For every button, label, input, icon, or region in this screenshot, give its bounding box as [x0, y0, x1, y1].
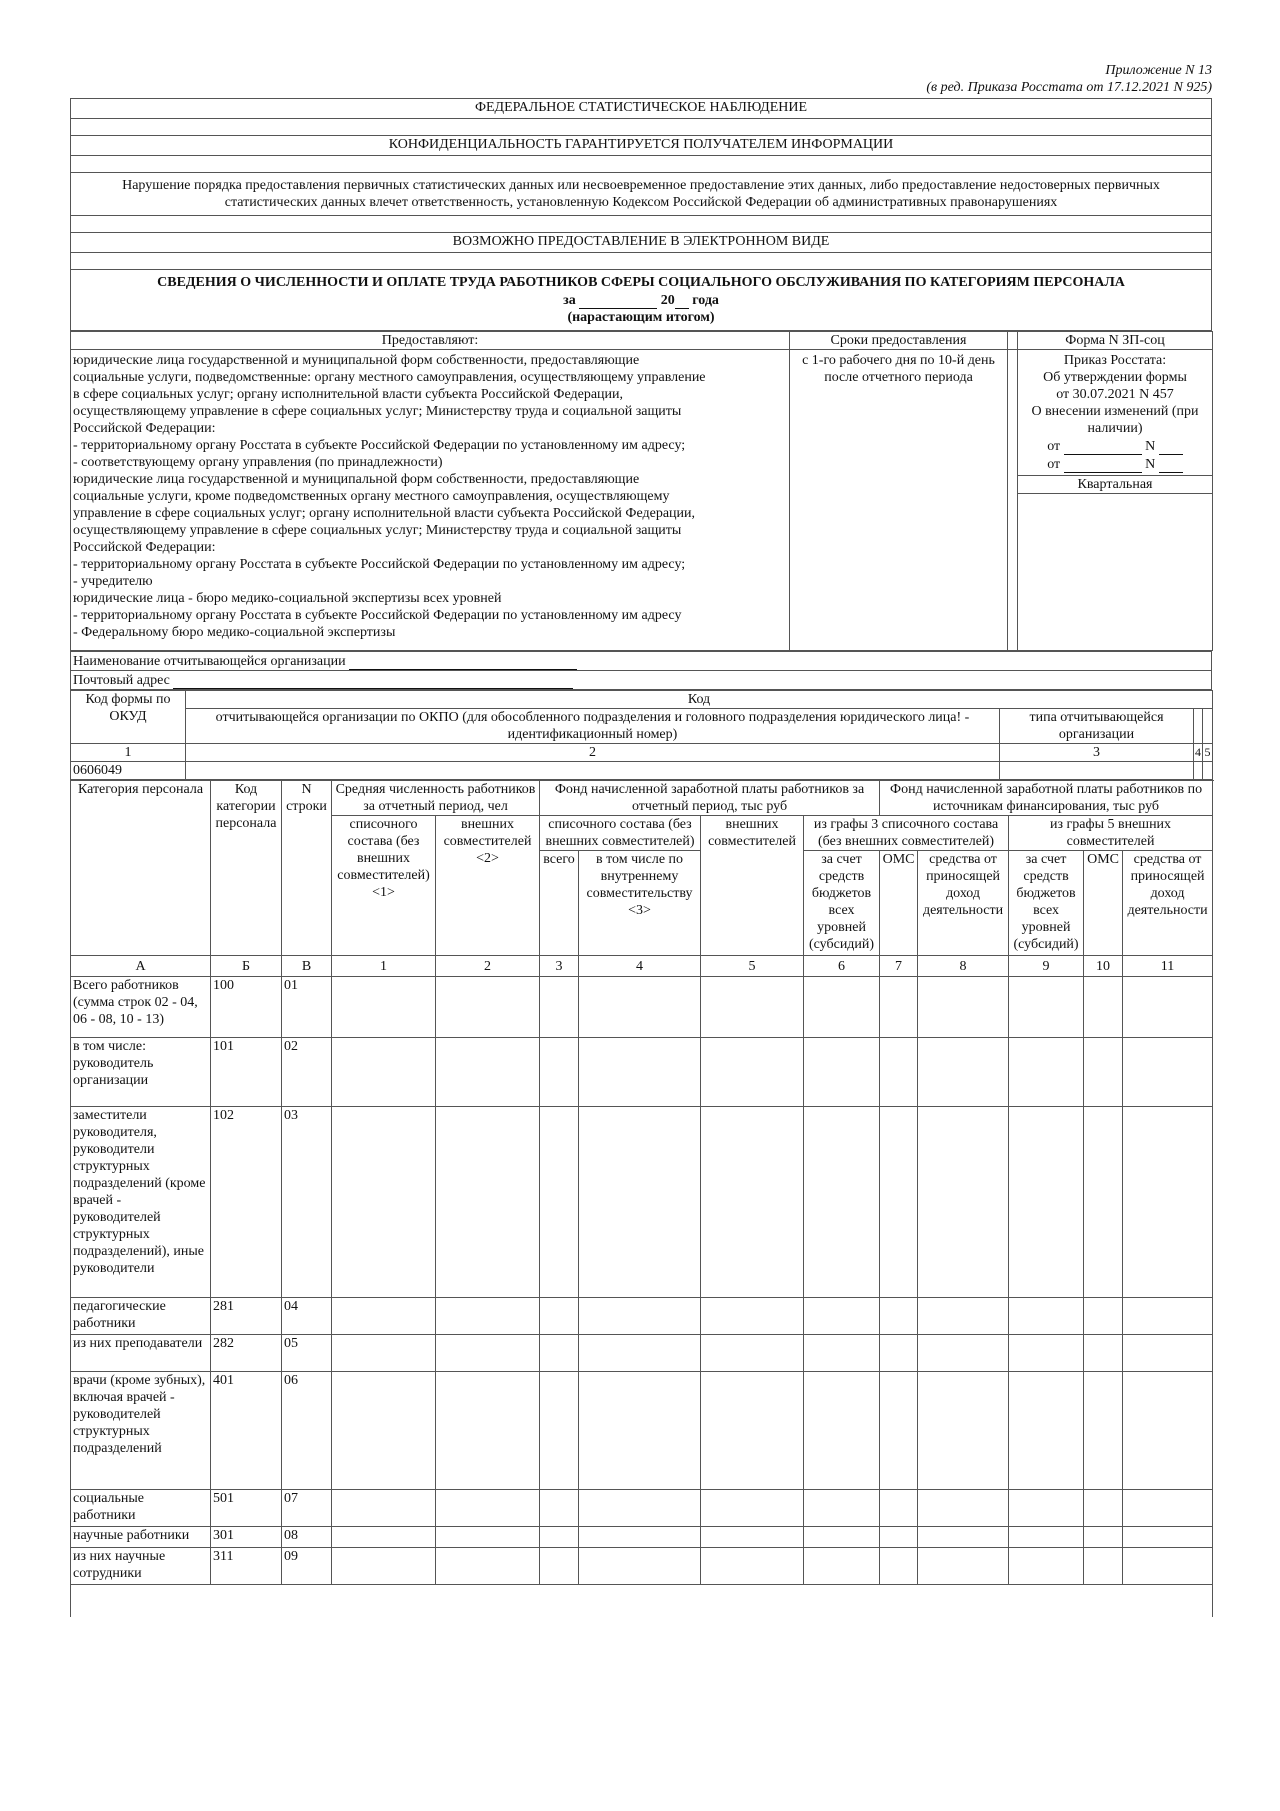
okud-value: 0606049: [71, 762, 186, 780]
row-number: 04: [282, 1298, 332, 1335]
row-category: из них научные сотрудники: [71, 1548, 211, 1585]
value-cell[interactable]: [1123, 977, 1213, 1038]
value-cell[interactable]: [579, 977, 701, 1038]
cumulative-note: (нарастающим итогом): [567, 310, 715, 325]
row-code: 101: [211, 1038, 282, 1107]
header-income: средства от приносящей доход деятельности: [918, 851, 1009, 956]
value-cell[interactable]: [918, 1335, 1009, 1372]
header-from-col5: из графы 5 внешних совместителей: [1009, 816, 1213, 851]
value-cell[interactable]: [804, 1107, 880, 1298]
okpo-label: отчитывающейся организации по ОКПО (для обособленного подразделения и головного подразделения юридического лица! - идентификационный номер): [186, 709, 1000, 744]
org-name-row: Наименование отчитывающейся организации: [71, 652, 1212, 671]
confidentiality-note: КОНФИДЕНЦИАЛЬНОСТЬ ГАРАНТИРУЕТСЯ ПОЛУЧАТЕЛЕМ ИНФОРМАЦИИ: [71, 136, 1212, 156]
submitters-line: - территориальному органу Росстата в субъекте Российской Федерации по установленному им адресу;: [73, 557, 686, 572]
submitters-line: юридические лица государственной и муниципальной форм собственности, предоставляющие: [73, 353, 640, 368]
value-cell[interactable]: [918, 1527, 1009, 1548]
value-cell[interactable]: [880, 1490, 918, 1527]
header-average-headcount: Средняя численность работников за отчетный период, чел: [332, 781, 540, 816]
header-income: средства от приносящей доход деятельности: [1123, 851, 1213, 956]
row-category: в том числе: руководитель организации: [71, 1038, 211, 1107]
submitters-line: социальные услуги, кроме подведомственных органу местного самоуправления, осуществляющему: [73, 489, 670, 504]
table-row: [71, 1298, 1213, 1335]
row-code: 102: [211, 1107, 282, 1298]
value-cell[interactable]: [436, 1527, 540, 1548]
header-from-col3: из графы 3 списочного состава (без внешних совместителей): [804, 816, 1009, 851]
value-cell[interactable]: [701, 1038, 804, 1107]
submitters-line: Российской Федерации:: [73, 421, 216, 436]
submitters-line: - территориальному органу Росстата в субъекте Российской Федерации по установленному им адресу;: [73, 438, 686, 453]
change-date-field[interactable]: [1064, 437, 1142, 455]
header-budget: за счет средств бюджетов всех уровней (субсидий): [804, 851, 880, 956]
value-cell[interactable]: [880, 977, 918, 1038]
org-type-field[interactable]: [1000, 762, 1194, 780]
period-line: за 20 года: [563, 293, 719, 308]
value-cell[interactable]: [332, 977, 436, 1038]
value-cell[interactable]: [1009, 1527, 1084, 1548]
table-row: [71, 1038, 1213, 1107]
order-info: Приказ Росстата: Об утверждении формы от 30.07.2021 N 457 О внесении изменений (при наличии) от N от N: [1018, 350, 1213, 476]
value-cell[interactable]: [1084, 1527, 1123, 1548]
row-number: 07: [282, 1490, 332, 1527]
data-rows: [71, 977, 1213, 1585]
value-cell[interactable]: [701, 1490, 804, 1527]
row-category: педагогические работники: [71, 1298, 211, 1335]
value-cell[interactable]: [701, 977, 804, 1038]
value-cell[interactable]: [1123, 1335, 1213, 1372]
violation-note: Нарушение порядка предоставления первичных статистических данных или несвоевременное предоставление этих данных, либо предоставление недостоверных первичных статистических данных влечет ответственность, установленную Кодексом Российской Федерации об административных правонарушениях: [71, 173, 1212, 216]
row-category: Всего работников (сумма строк 02 - 04, 06 - 08, 10 - 13): [71, 977, 211, 1038]
value-cell[interactable]: [540, 977, 579, 1038]
value-cell[interactable]: [1084, 1298, 1123, 1335]
header-funding-sources: Фонд начисленной заработной платы работников по источникам финансирования, тыс руб: [880, 781, 1213, 816]
row-category: заместители руководителя, руководители структурных подразделений (кроме врачей - руководителей структурных подразделений), иные руководители: [71, 1107, 211, 1298]
value-cell[interactable]: [918, 1038, 1009, 1107]
value-cell[interactable]: [918, 1490, 1009, 1527]
row-code: 311: [211, 1548, 282, 1585]
value-cell[interactable]: [1123, 1548, 1213, 1585]
header-oms: ОМС: [880, 851, 918, 956]
value-cell[interactable]: [701, 1372, 804, 1490]
submitters-line: осуществляющему управление в сфере социальных услуг; Министерству труда и социальной защиты: [73, 404, 682, 419]
table-row: [71, 1335, 1213, 1372]
deadline-header: Сроки предоставления: [790, 332, 1008, 350]
form-number: Форма N ЗП-соц: [1018, 332, 1213, 350]
value-cell[interactable]: [880, 1107, 918, 1298]
submitters-list: [71, 350, 790, 651]
submitters-line: юридические лица - бюро медико-социальной экспертизы всех уровней: [73, 591, 502, 606]
row-category: социальные работники: [71, 1490, 211, 1527]
table-row: [71, 1548, 1213, 1585]
value-cell[interactable]: [804, 977, 880, 1038]
value-cell[interactable]: [436, 1038, 540, 1107]
row-category: из них преподаватели: [71, 1335, 211, 1372]
submitters-line: юридические лица государственной и муниципальной форм собственности, предоставляющие: [73, 472, 640, 487]
row-category: врачи (кроме зубных), включая врачей - руководителей структурных подразделений: [71, 1372, 211, 1490]
value-cell[interactable]: [918, 977, 1009, 1038]
value-cell[interactable]: [1084, 1038, 1123, 1107]
value-cell[interactable]: [1084, 1372, 1123, 1490]
value-cell[interactable]: [540, 1527, 579, 1548]
row-number: 08: [282, 1527, 332, 1548]
value-cell[interactable]: [1123, 1038, 1213, 1107]
value-cell[interactable]: [579, 1298, 701, 1335]
row-code: 301: [211, 1527, 282, 1548]
value-cell[interactable]: [1084, 1335, 1123, 1372]
submitters-line: - учредителю: [73, 574, 153, 589]
header-budget: за счет средств бюджетов всех уровней (субсидий): [1009, 851, 1084, 956]
value-cell[interactable]: [918, 1548, 1009, 1585]
value-cell[interactable]: [579, 1527, 701, 1548]
value-cell[interactable]: [804, 1335, 880, 1372]
value-cell[interactable]: [540, 1038, 579, 1107]
form-title-cell: [71, 270, 1212, 331]
row-code: 100: [211, 977, 282, 1038]
value-cell[interactable]: [880, 1298, 918, 1335]
row-number: 01: [282, 977, 332, 1038]
value-cell[interactable]: [1009, 1372, 1084, 1490]
okud-label: Код формы по ОКУД: [71, 691, 186, 744]
row-number: 06: [282, 1372, 332, 1490]
submitters-line: Российской Федерации:: [73, 540, 216, 555]
value-cell[interactable]: [804, 1490, 880, 1527]
table-row: [71, 1490, 1213, 1527]
value-cell[interactable]: [918, 1298, 1009, 1335]
value-cell[interactable]: [332, 1107, 436, 1298]
table-row: [71, 1372, 1213, 1490]
value-cell[interactable]: [701, 1335, 804, 1372]
appendix-note: [70, 62, 1212, 98]
row-category: научные работники: [71, 1527, 211, 1548]
header-category: Категория персонала: [71, 781, 211, 956]
value-cell[interactable]: [436, 977, 540, 1038]
table-row: [71, 1107, 1213, 1298]
submitters-line: - Федеральному бюро медико-социальной экспертизы: [73, 625, 396, 640]
period-field[interactable]: [579, 291, 657, 309]
value-cell[interactable]: [1009, 1490, 1084, 1527]
value-cell[interactable]: [1009, 1038, 1084, 1107]
header-row-number: N строки: [282, 781, 332, 956]
value-cell[interactable]: [1084, 1548, 1123, 1585]
header-category-code: Код категории персонала: [211, 781, 282, 956]
codes-table: [70, 690, 1213, 780]
form-page: [70, 62, 1212, 1617]
value-cell[interactable]: [804, 1038, 880, 1107]
value-cell[interactable]: [918, 1372, 1009, 1490]
value-cell[interactable]: [579, 1335, 701, 1372]
value-cell[interactable]: [332, 1527, 436, 1548]
row-code: 401: [211, 1372, 282, 1490]
value-cell[interactable]: [332, 1298, 436, 1335]
value-cell[interactable]: [332, 1548, 436, 1585]
value-cell[interactable]: [1123, 1490, 1213, 1527]
value-cell[interactable]: [1009, 1107, 1084, 1298]
value-cell[interactable]: [579, 1372, 701, 1490]
value-cell[interactable]: [540, 1335, 579, 1372]
value-cell[interactable]: [579, 1038, 701, 1107]
okpo-field[interactable]: [186, 762, 1000, 780]
submitters-header: Предоставляют:: [71, 332, 790, 350]
header-wage-fund: Фонд начисленной заработной платы работников за отчетный период, тыс руб: [540, 781, 880, 816]
deadline-text: с 1-го рабочего дня по 10-й день после отчетного периода: [790, 350, 1008, 651]
year-field[interactable]: [675, 291, 689, 309]
federal-observation: ФЕДЕРАЛЬНОЕ СТАТИСТИЧЕСКОЕ НАБЛЮДЕНИЕ: [71, 99, 1212, 119]
value-cell[interactable]: [1123, 1527, 1213, 1548]
electronic-note: ВОЗМОЖНО ПРЕДОСТАВЛЕНИЕ В ЭЛЕКТРОННОМ ВИДЕ: [71, 233, 1212, 253]
value-cell[interactable]: [701, 1527, 804, 1548]
row-number: 09: [282, 1548, 332, 1585]
appendix-number: Приложение N 13: [1105, 63, 1212, 78]
header-oms: ОМС: [1084, 851, 1123, 956]
code-col-num: 4: [1194, 744, 1203, 762]
value-cell[interactable]: [540, 1107, 579, 1298]
value-cell[interactable]: [804, 1372, 880, 1490]
value-cell[interactable]: [804, 1527, 880, 1548]
change-number-field[interactable]: [1159, 437, 1183, 455]
value-cell[interactable]: [436, 1372, 540, 1490]
submitters-line: социальные услуги, подведомственные: органу местного самоуправления, осуществляющему управление: [73, 370, 706, 385]
org-name-field[interactable]: [349, 652, 577, 670]
code-col-num: 3: [1000, 744, 1194, 762]
value-cell[interactable]: [804, 1548, 880, 1585]
value-cell[interactable]: [332, 1038, 436, 1107]
value-cell[interactable]: [579, 1107, 701, 1298]
value-cell[interactable]: [1123, 1107, 1213, 1298]
org-type-label: типа отчитывающейся организации: [1000, 709, 1194, 744]
appendix-edition: (в ред. Приказа Росстата от 17.12.2021 N 925): [926, 80, 1212, 95]
value-cell[interactable]: [332, 1490, 436, 1527]
header-internal: в том числе по внутреннему совместительству <3>: [579, 851, 701, 956]
value-cell[interactable]: [918, 1107, 1009, 1298]
submitters-table: [70, 331, 1213, 651]
form-title: СВЕДЕНИЯ О ЧИСЛЕННОСТИ И ОПЛАТЕ ТРУДА РАБОТНИКОВ СФЕРЫ СОЦИАЛЬНОГО ОБСЛУЖИВАНИЯ ПО КАТЕГОРИЯМ ПЕРСОНАЛА: [157, 275, 1125, 290]
header-fund-external: внешних совместителей: [701, 816, 804, 956]
value-cell[interactable]: [579, 1490, 701, 1527]
submitters-line: - соответствующему органу управления (по принадлежности): [73, 455, 443, 470]
code-col-num: 5: [1203, 744, 1213, 762]
value-cell[interactable]: [880, 1038, 918, 1107]
value-cell[interactable]: [880, 1527, 918, 1548]
value-cell[interactable]: [436, 1107, 540, 1298]
row-number: 03: [282, 1107, 332, 1298]
value-cell[interactable]: [1009, 1298, 1084, 1335]
org-address-field[interactable]: [173, 671, 573, 689]
data-table: [70, 780, 1213, 1617]
value-cell[interactable]: [1084, 1107, 1123, 1298]
value-cell[interactable]: [332, 1372, 436, 1490]
header-table: [70, 98, 1212, 331]
value-cell[interactable]: [1123, 1372, 1213, 1490]
table-row: [71, 977, 1213, 1038]
value-cell[interactable]: [880, 1548, 918, 1585]
value-cell[interactable]: [540, 1372, 579, 1490]
frequency: Квартальная: [1018, 476, 1213, 494]
value-cell[interactable]: [436, 1335, 540, 1372]
value-cell[interactable]: [880, 1372, 918, 1490]
value-cell[interactable]: [1084, 977, 1123, 1038]
row-code: 281: [211, 1298, 282, 1335]
code-header: Код: [186, 691, 1213, 709]
value-cell[interactable]: [540, 1298, 579, 1335]
organization-table: [70, 651, 1212, 690]
submitters-line: - территориальному органу Росстата в субъекте Российской Федерации по установленному им адресу: [73, 608, 682, 623]
header-list-staff: списочного состава (без внешних совместителей) <1>: [332, 816, 436, 956]
code-col-num: 1: [71, 744, 186, 762]
value-cell[interactable]: [332, 1335, 436, 1372]
org-address-row: Почтовый адрес: [71, 671, 1212, 690]
code-col-num: 2: [186, 744, 1000, 762]
value-cell[interactable]: [804, 1298, 880, 1335]
submitters-line: управление в сфере социальных услуг; органу исполнительной власти субъекта Российской Федерации,: [73, 506, 696, 521]
row-code: 501: [211, 1490, 282, 1527]
header-fund-list: списочного состава (без внешних совместителей): [540, 816, 701, 851]
row-number: 05: [282, 1335, 332, 1372]
change-date-field[interactable]: [1064, 455, 1142, 473]
value-cell[interactable]: [701, 1107, 804, 1298]
value-cell[interactable]: [436, 1490, 540, 1527]
row-code: 282: [211, 1335, 282, 1372]
value-cell[interactable]: [1009, 1548, 1084, 1585]
column-numbers-row: А Б В 1 2 3 4 5 6 7 8 9 10 11: [71, 956, 1213, 977]
change-number-field[interactable]: [1159, 455, 1183, 473]
value-cell[interactable]: [1009, 1335, 1084, 1372]
submitters-line: в сфере социальных услуг; органу исполнительной власти субъекта Российской Федерации,: [73, 387, 624, 402]
header-total: всего: [540, 851, 579, 956]
value-cell[interactable]: [436, 1298, 540, 1335]
value-cell[interactable]: [1123, 1298, 1213, 1335]
value-cell[interactable]: [540, 1548, 579, 1585]
row-number: 02: [282, 1038, 332, 1107]
header-external: внешних совместителей <2>: [436, 816, 540, 956]
value-cell[interactable]: [880, 1335, 918, 1372]
submitters-line: осуществляющему управление в сфере социальных услуг; Министерству труда и социальной защиты: [73, 523, 682, 538]
value-cell[interactable]: [436, 1548, 540, 1585]
value-cell[interactable]: [1009, 977, 1084, 1038]
value-cell[interactable]: [540, 1490, 579, 1527]
value-cell[interactable]: [701, 1298, 804, 1335]
table-row: [71, 1527, 1213, 1548]
value-cell[interactable]: [701, 1548, 804, 1585]
value-cell[interactable]: [1084, 1490, 1123, 1527]
value-cell[interactable]: [579, 1548, 701, 1585]
